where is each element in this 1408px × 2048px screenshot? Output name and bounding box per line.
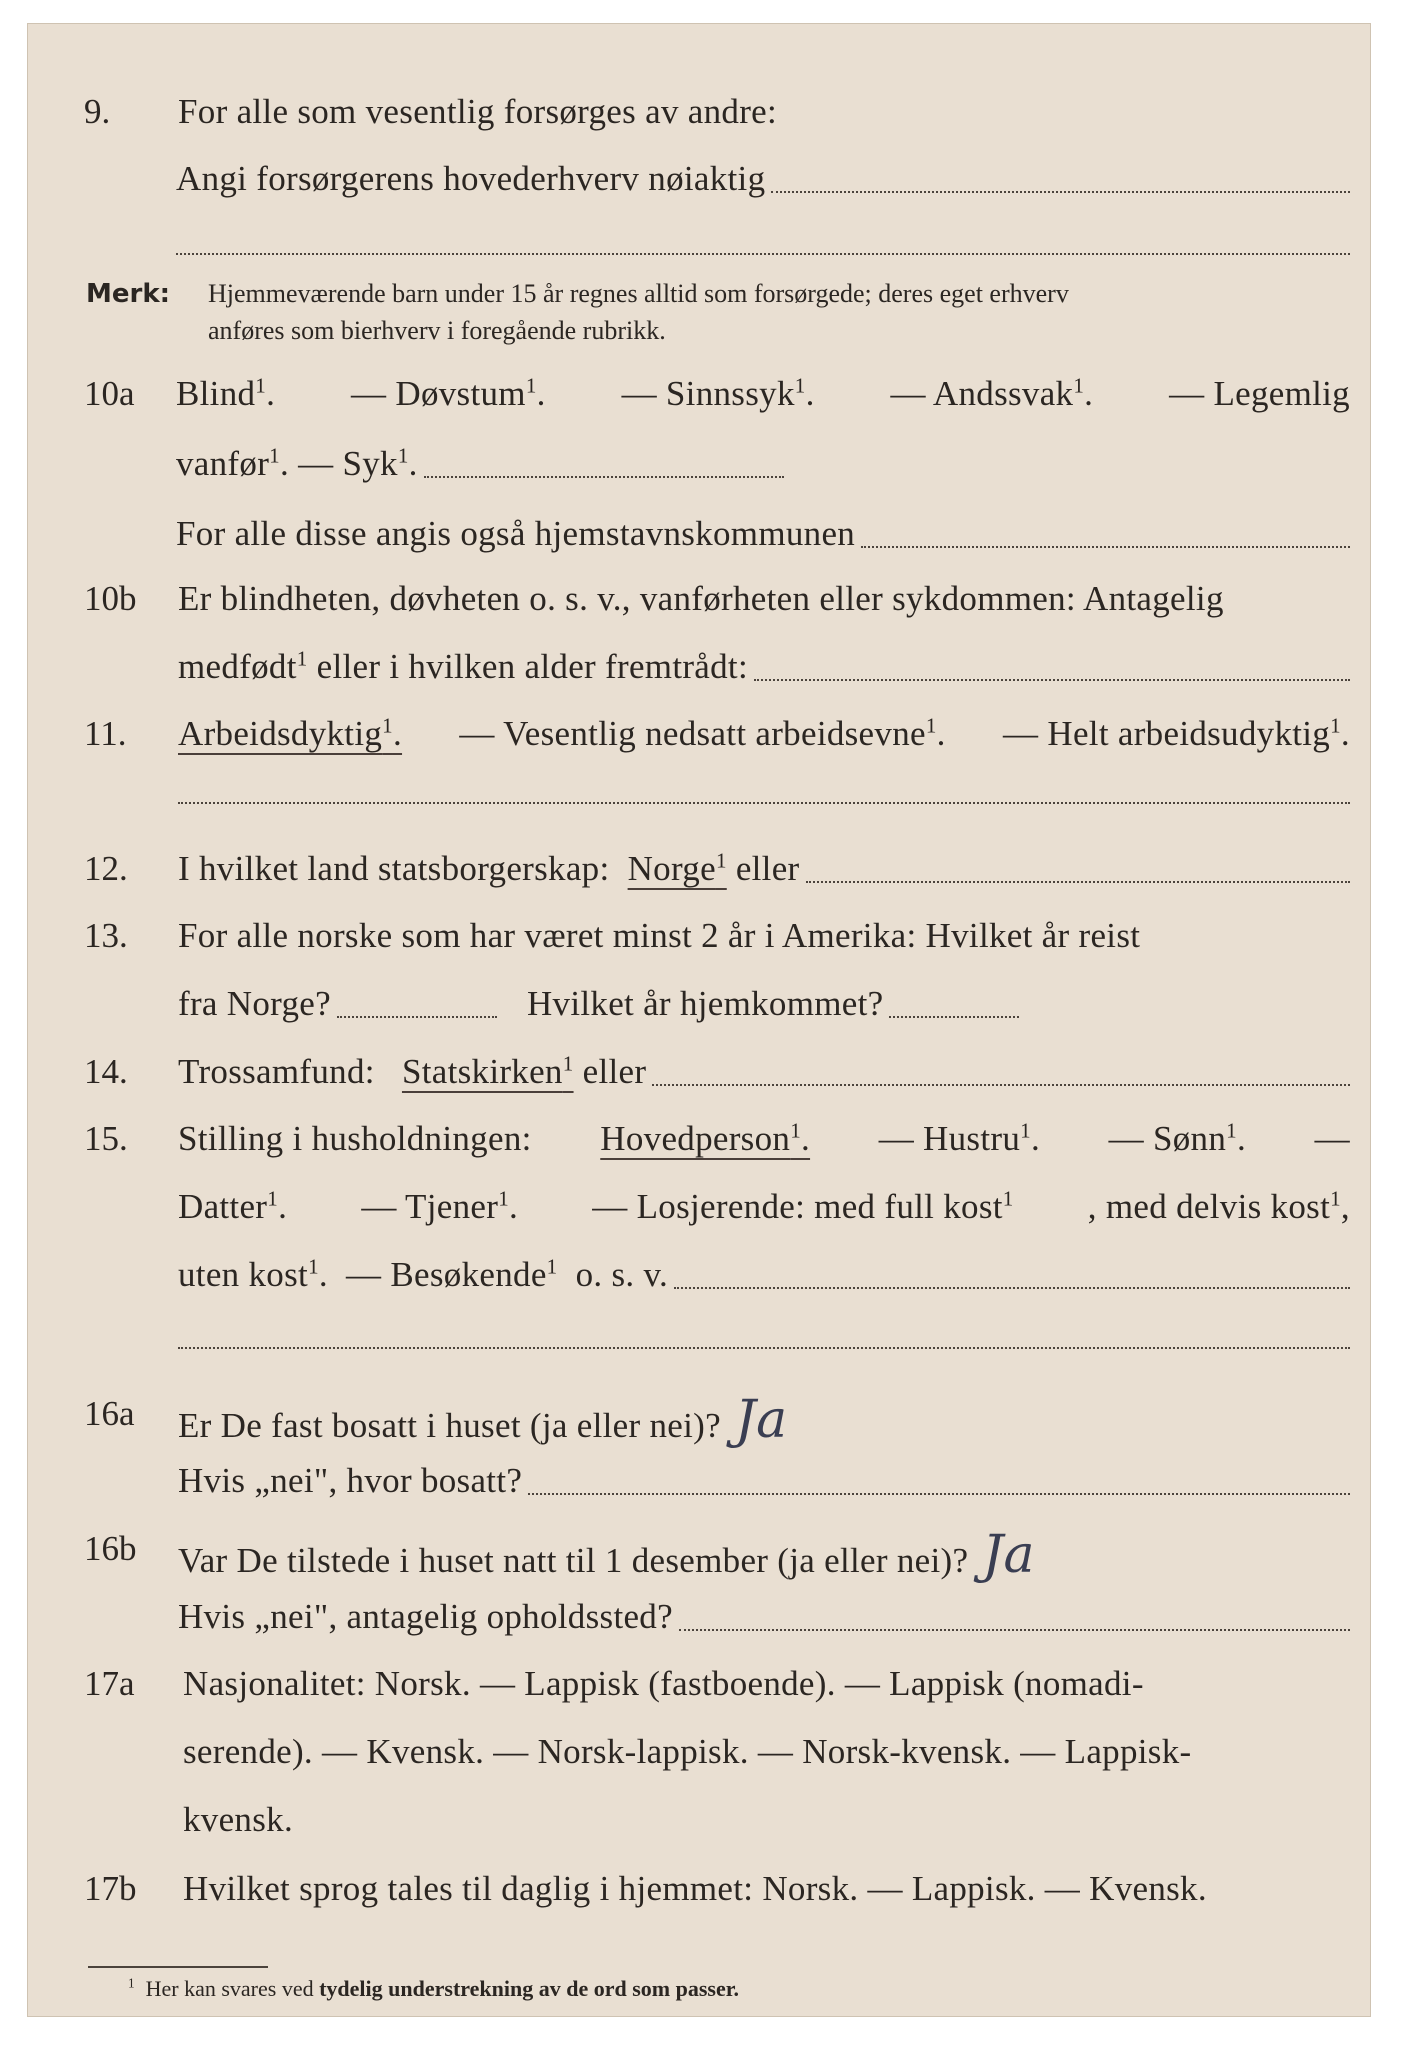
opt-datter: Datter$^1$. — [178, 1186, 288, 1226]
q14-number: 14. — [84, 1052, 128, 1091]
opt-uten-kost: uten kost$^1$. — [178, 1254, 328, 1294]
q16b-line2: Hvis „nei", antagelig opholdssted? — [178, 1597, 1350, 1637]
q16b-line1: Var De tilstede i huset natt til 1 desember (ja eller nei)? Ja — [178, 1525, 1035, 1585]
opt-norge-underlined[interactable]: Norge$^1$ — [627, 848, 727, 888]
q14-line: Trossamfund: Statskirken$^1$ eller — [178, 1052, 1350, 1092]
opt-udyktig: — Helt arbeidsudyktig$^1$. — [1003, 713, 1350, 753]
q16a-line2: Hvis „nei", hvor bosatt? — [178, 1461, 1350, 1501]
q10b-line2 — [178, 647, 1350, 687]
opt-legemlig: — Legemlig — [1169, 374, 1350, 413]
q10b-alder-text: eller i hvilken alder fremtrådt: — [316, 647, 748, 686]
q9-number: 9. — [84, 92, 111, 131]
opt-medfodt: medfødt$^1$ — [178, 646, 308, 686]
q13-line2: fra Norge? Hvilket år hjemkommet? — [178, 984, 1350, 1024]
q16a-handwritten-answer[interactable]: Ja — [734, 1390, 788, 1450]
q10b-line1: Er blindheten, døvheten o. s. v., vanførheten eller sykdommen: Antagelig — [178, 579, 1224, 618]
opt-statskirken-underlined[interactable]: Statskirken$^1$ — [401, 1051, 574, 1091]
q17a-line1: Nasjonalitet: Norsk. — Lappisk (fastboende). — Lappisk (nomadi- — [183, 1664, 1144, 1703]
opt-syk: — Syk$^1$. — [298, 443, 418, 483]
q9-answer-line[interactable] — [176, 253, 1350, 255]
q10a-syk-field[interactable] — [424, 476, 784, 478]
q11-answer-line[interactable] — [178, 802, 1350, 804]
q11-number: 11. — [84, 714, 127, 753]
q11-line — [178, 714, 1350, 754]
q17b-line1: Hvilket sprog tales til daglig i hjemmet: Norsk. — Lappisk. — Kvensk. — [183, 1869, 1207, 1908]
opt-delvis-kost: , med delvis kost$^1$, — [1087, 1186, 1350, 1226]
q15-line1: Stilling i husholdningen: Hovedperson$^1$. — Hustru$^1$. — Sønn$^1$. — — [178, 1118, 1350, 1158]
q12-line: I hvilket land statsborgerskap: Norge$^1$ eller — [178, 849, 1350, 889]
footnote: $^1$ Her kan svares ved tydelig understrekning av de ord som passer. — [128, 1975, 739, 2001]
opt-sinnssyk: — Sinnssyk$^1$. — [621, 373, 815, 413]
opt-besokende: — Besøkende$^1$ — [346, 1254, 558, 1294]
q16b-opholdssted-field[interactable] — [679, 1629, 1350, 1631]
q10a-hjemstavn-text: For alle disse angis også hjemstavnskommunen — [176, 514, 856, 553]
opt-sonn: — Sønn$^1$. — [1108, 1118, 1247, 1158]
opt-hustru: — Hustru$^1$. — [878, 1118, 1040, 1158]
q10a-number: 10a — [84, 374, 135, 413]
q16b-handwritten-answer[interactable]: Ja — [982, 1525, 1035, 1585]
opt-tjener: — Tjener$^1$. — [361, 1186, 519, 1226]
merk-text-1: Hjemmeværende barn under 15 år regnes alltid som forsørgede; deres eget erhverv — [208, 279, 1069, 308]
q13-line1: For alle norske som har været minst 2 år i Amerika: Hvilket år reist — [178, 916, 1141, 955]
q13-hjemkommet-field[interactable] — [889, 1016, 1019, 1018]
q15-number: 15. — [84, 1119, 128, 1158]
opt-vanfor: vanfør$^1$. — [176, 443, 290, 483]
opt-nedsatt: — Vesentlig nedsatt arbeidsevne$^1$. — [459, 713, 946, 753]
q9-line1 — [178, 92, 1350, 132]
q9-line2 — [176, 159, 1350, 199]
q15-answer-line[interactable] — [178, 1347, 1350, 1349]
q16a-number: 16a — [84, 1394, 135, 1433]
q14-other-field[interactable] — [652, 1084, 1350, 1086]
q17a-number: 17a — [84, 1664, 135, 1703]
q12-other-field[interactable] — [806, 881, 1350, 883]
q13-number: 13. — [84, 916, 128, 955]
q9-question: Angi forsørgerens hovederhverv nøiaktig — [176, 159, 766, 198]
footnote-rule — [88, 1966, 268, 1968]
q17a-line2: serende). — Kvensk. — Norsk-lappisk. — Norsk-kvensk. — Lappisk- — [183, 1732, 1192, 1771]
q13-reist-field[interactable] — [337, 1016, 497, 1018]
census-form-page — [28, 24, 1370, 2016]
q15-line2 — [178, 1187, 1350, 1227]
opt-blind: Blind$^1$. — [176, 373, 276, 413]
q9-answer-field[interactable] — [771, 191, 1350, 193]
merk-text-2: anføres som bierhverv i foregående rubrikk. — [208, 316, 666, 345]
opt-andssvak: — Andssvak$^1$. — [890, 373, 1094, 413]
q10a-line2 — [176, 444, 1350, 484]
merk-label: Merk: — [86, 279, 171, 309]
q12-number: 12. — [84, 849, 128, 888]
q10a-line1 — [176, 374, 1350, 414]
q10b-number: 10b — [84, 579, 137, 618]
q17a-line3: kvensk. — [183, 1800, 294, 1839]
q9-text: For alle som vesentlig forsørges av andre: — [178, 92, 778, 131]
q16a-bosatt-field[interactable] — [528, 1493, 1350, 1495]
q15-line3: uten kost$^1$. — Besøkende$^1$ o. s. v. — [178, 1255, 1350, 1295]
q15-other-field[interactable] — [674, 1287, 1350, 1289]
q10a-hjemstavn-field[interactable] — [861, 546, 1350, 548]
q10b-alder-field[interactable] — [754, 679, 1350, 681]
opt-hovedperson-underlined[interactable]: Hovedperson$^1$. — [600, 1118, 811, 1158]
q17b-number: 17b — [84, 1869, 137, 1908]
q16a-line1: Er De fast bosatt i huset (ja eller nei)? Ja — [178, 1390, 788, 1450]
opt-full-kost: — Losjerende: med full kost$^1$ — [592, 1186, 1014, 1226]
opt-arbeidsdyktig-underlined[interactable]: Arbeidsdyktig$^1$. — [178, 713, 403, 753]
q16b-number: 16b — [84, 1529, 137, 1568]
opt-dovstum: — Døvstum$^1$. — [351, 373, 546, 413]
q10a-line3 — [176, 514, 1350, 554]
